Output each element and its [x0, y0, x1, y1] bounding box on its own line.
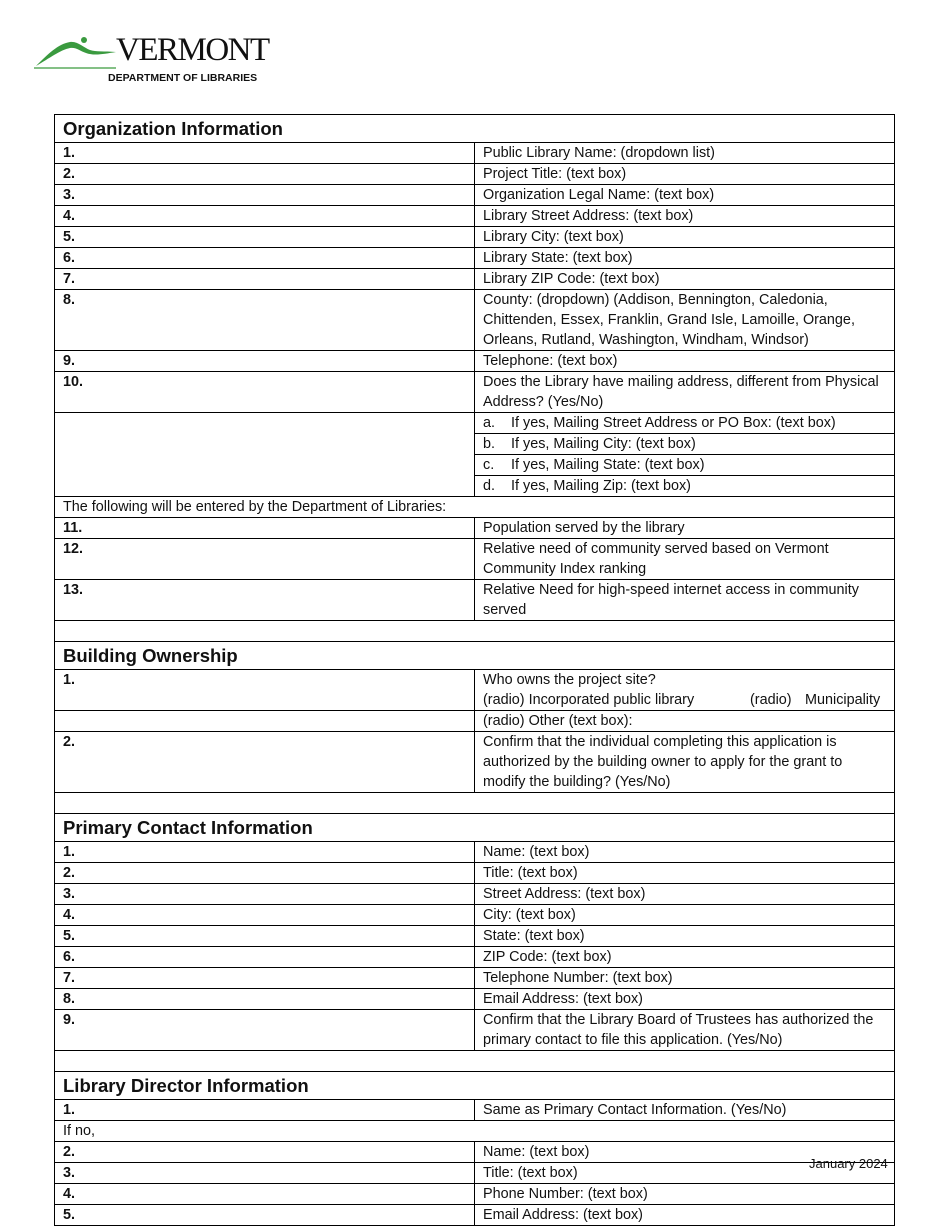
application-form-table	[54, 114, 895, 1226]
contact-name-field[interactable]: Name: (text box)	[475, 842, 895, 863]
table-row	[55, 1100, 895, 1121]
sub-text: If yes, Mailing City: (text box)	[511, 436, 696, 452]
sub-letter: d.	[483, 478, 496, 494]
mailing-city-field[interactable]	[475, 434, 895, 455]
spacer-row	[55, 621, 895, 642]
table-row	[55, 926, 895, 947]
row-number: 2.	[55, 164, 475, 185]
table-row	[55, 497, 895, 518]
trustees-authorization-field[interactable]: Confirm that the Library Board of Trustees has authorized the primary contact to file this application. (Yes/No)	[475, 1010, 895, 1051]
director-title-field[interactable]: Title: (text box)	[475, 1163, 895, 1184]
dept-entry-note: The following will be entered by the Department of Libraries:	[55, 497, 895, 518]
row-number: 3.	[55, 884, 475, 905]
row-number: 6.	[55, 248, 475, 269]
table-row	[55, 580, 895, 621]
table-row	[55, 905, 895, 926]
row-number: 4.	[55, 905, 475, 926]
table-row	[55, 539, 895, 580]
sub-letter: c.	[483, 457, 495, 473]
library-city-field[interactable]: Library City: (text box)	[475, 227, 895, 248]
logo-wordmark: VERMONT	[116, 32, 269, 68]
table-row	[55, 1010, 895, 1051]
spacer-row	[55, 793, 895, 814]
mailing-address-different-field[interactable]: Does the Library have mailing address, different from Physical Address? (Yes/No)	[475, 372, 895, 413]
table-row	[55, 711, 895, 732]
organization-legal-name-field[interactable]: Organization Legal Name: (text box)	[475, 185, 895, 206]
section-title: Library Director Information	[55, 1072, 895, 1100]
library-street-address-field[interactable]: Library Street Address: (text box)	[475, 206, 895, 227]
same-as-primary-field[interactable]: Same as Primary Contact Information. (Yes/No)	[475, 1100, 895, 1121]
relative-need-community: Relative need of community served based on Vermont Community Index ranking	[475, 539, 895, 580]
table-row	[55, 248, 895, 269]
footer-date: January 2024	[809, 1156, 888, 1171]
mountain-logo-icon	[34, 34, 118, 70]
row-number: 1.	[55, 842, 475, 863]
table-row	[55, 842, 895, 863]
row-number: 1.	[55, 670, 475, 711]
section-title: Building Ownership	[55, 642, 895, 670]
table-row	[55, 1121, 895, 1142]
owner-authorization-field[interactable]: Confirm that the individual completing this application is authorized by the building owner to apply for the grant to modify the building? (Yes/No)	[475, 732, 895, 793]
row-number: 2.	[55, 863, 475, 884]
sub-letter: b.	[483, 436, 496, 452]
section-header-building	[55, 642, 895, 670]
contact-state-field[interactable]: State: (text box)	[475, 926, 895, 947]
table-row	[55, 206, 895, 227]
row-number: 9.	[55, 351, 475, 372]
mailing-state-field[interactable]	[475, 455, 895, 476]
table-row	[55, 863, 895, 884]
director-phone-field[interactable]: Phone Number: (text box)	[475, 1184, 895, 1205]
row-number: 5.	[55, 227, 475, 248]
mailing-zip-field[interactable]	[475, 476, 895, 497]
table-row	[55, 670, 895, 711]
director-email-field[interactable]: Email Address: (text box)	[475, 1205, 895, 1226]
sub-text: If yes, Mailing Zip: (text box)	[511, 478, 691, 494]
row-number: 7.	[55, 269, 475, 290]
table-row	[55, 1205, 895, 1226]
row-number: 8.	[55, 290, 475, 351]
row-number: 12.	[55, 539, 475, 580]
public-library-name-field[interactable]: Public Library Name: (dropdown list)	[475, 143, 895, 164]
row-number: 5.	[55, 1205, 475, 1226]
row-number: 3.	[55, 1163, 475, 1184]
radio-municipality[interactable]: (radio)	[750, 692, 792, 708]
row-number: 5.	[55, 926, 475, 947]
row-number: 4.	[55, 1184, 475, 1205]
table-row	[55, 1163, 895, 1184]
table-row	[55, 164, 895, 185]
section-title: Organization Information	[55, 115, 895, 143]
relative-need-internet: Relative Need for high-speed internet access in community served	[475, 580, 895, 621]
row-number: 2.	[55, 732, 475, 793]
project-title-field[interactable]: Project Title: (text box)	[475, 164, 895, 185]
sub-text: If yes, Mailing State: (text box)	[511, 457, 705, 473]
table-row	[55, 732, 895, 793]
radio-incorporated-library[interactable]: (radio) Incorporated public library	[483, 692, 695, 708]
row-number: 6.	[55, 947, 475, 968]
section-header-organization	[55, 115, 895, 143]
mailing-street-field[interactable]	[475, 413, 895, 434]
contact-title-field[interactable]: Title: (text box)	[475, 863, 895, 884]
section-title: Primary Contact Information	[55, 814, 895, 842]
table-row	[55, 1142, 895, 1163]
table-row	[55, 989, 895, 1010]
table-row	[55, 227, 895, 248]
row-number-empty	[55, 413, 475, 497]
radio-municipality-label: Municipality	[805, 692, 881, 708]
project-site-owner-question	[475, 670, 895, 711]
row-number: 1.	[55, 143, 475, 164]
row-number: 10.	[55, 372, 475, 413]
contact-city-field[interactable]: City: (text box)	[475, 905, 895, 926]
table-row	[55, 518, 895, 539]
table-row	[55, 185, 895, 206]
library-state-field[interactable]: Library State: (text box)	[475, 248, 895, 269]
section-header-contact	[55, 814, 895, 842]
row-number: 4.	[55, 206, 475, 227]
table-row	[55, 413, 895, 434]
logo-subtitle: DEPARTMENT OF LIBRARIES	[108, 72, 258, 84]
row-number: 7.	[55, 968, 475, 989]
spacer-row	[55, 1051, 895, 1072]
library-zip-field[interactable]: Library ZIP Code: (text box)	[475, 269, 895, 290]
sub-text: If yes, Mailing Street Address or PO Box: (text box)	[511, 415, 836, 431]
population-served: Population served by the library	[475, 518, 895, 539]
row-number-empty	[55, 711, 475, 732]
row-number: 13.	[55, 580, 475, 621]
contact-telephone-field[interactable]: Telephone Number: (text box)	[475, 968, 895, 989]
contact-street-field[interactable]: Street Address: (text box)	[475, 884, 895, 905]
county-dropdown-field[interactable]: County: (dropdown) (Addison, Bennington, Caledonia, Chittenden, Essex, Franklin, Grand Isle, Lamoille, Orange, Orleans, Rutland, Washington, Windham, Windsor)	[475, 290, 895, 351]
table-row	[55, 290, 895, 351]
table-row	[55, 372, 895, 413]
row-number: 2.	[55, 1142, 475, 1163]
row-number: 1.	[55, 1100, 475, 1121]
table-row	[55, 143, 895, 164]
question-label: Who owns the project site?	[483, 672, 656, 688]
sub-letter: a.	[483, 415, 496, 431]
telephone-field[interactable]: Telephone: (text box)	[475, 351, 895, 372]
row-number: 11.	[55, 518, 475, 539]
table-row	[55, 968, 895, 989]
row-number: 3.	[55, 185, 475, 206]
table-row	[55, 947, 895, 968]
row-number: 8.	[55, 989, 475, 1010]
section-header-director	[55, 1072, 895, 1100]
table-row	[55, 269, 895, 290]
table-row	[55, 884, 895, 905]
director-name-field[interactable]: Name: (text box)	[475, 1142, 895, 1163]
contact-email-field[interactable]: Email Address: (text box)	[475, 989, 895, 1010]
table-row	[55, 351, 895, 372]
row-number: 9.	[55, 1010, 475, 1051]
vermont-dol-logo	[34, 32, 269, 88]
radio-other-field[interactable]: (radio) Other (text box):	[475, 711, 895, 732]
table-row	[55, 1184, 895, 1205]
if-no-label: If no,	[55, 1121, 895, 1142]
contact-zip-field[interactable]: ZIP Code: (text box)	[475, 947, 895, 968]
